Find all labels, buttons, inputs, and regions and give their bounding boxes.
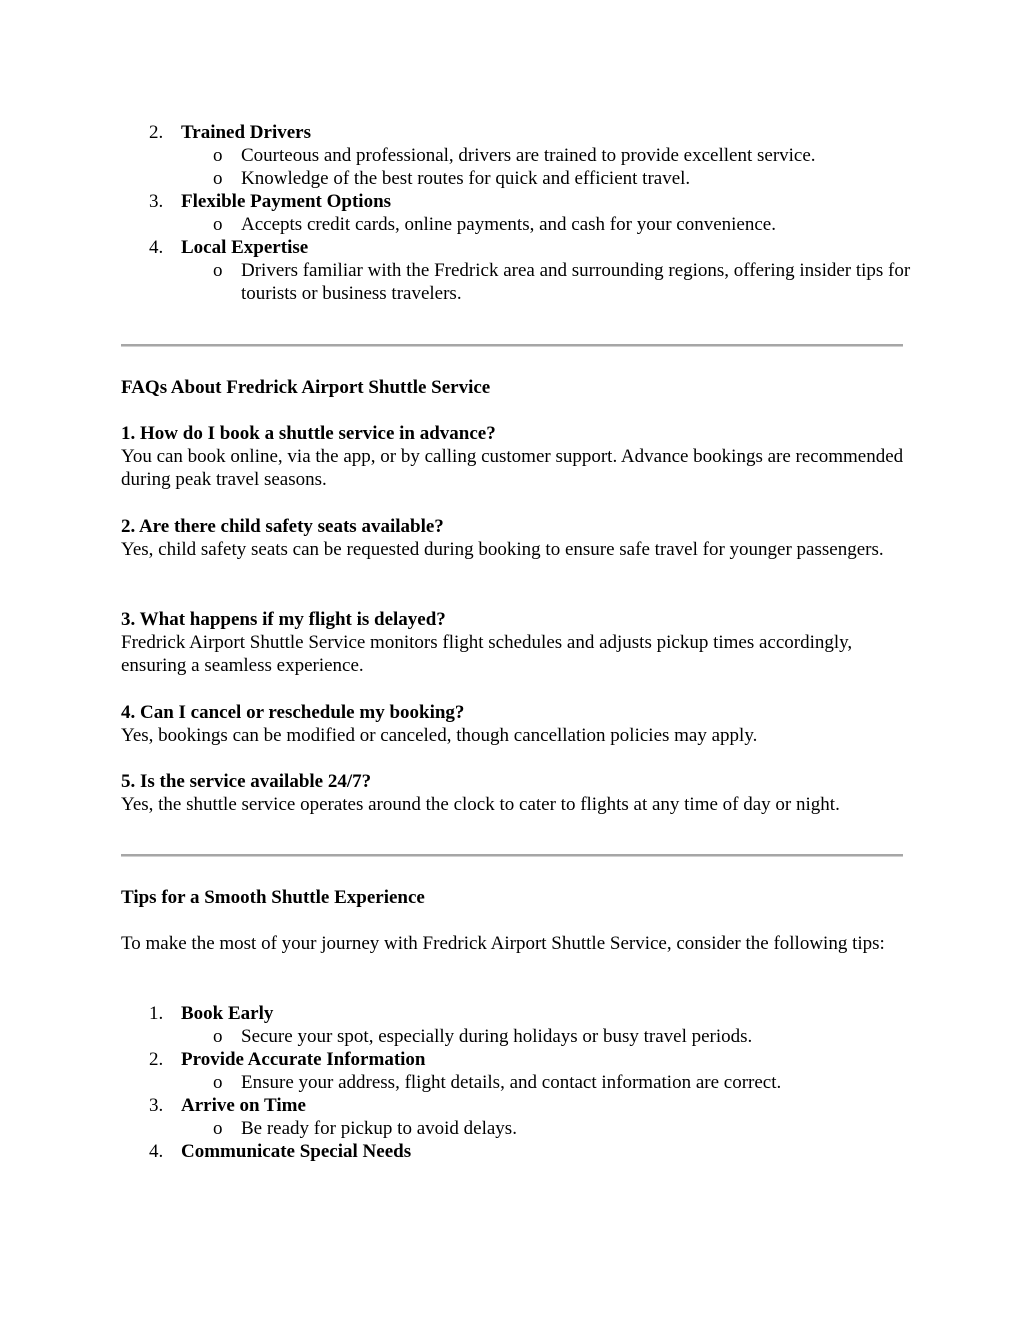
faq-item (121, 770, 911, 816)
bullet-glyph: o (213, 145, 223, 166)
faq-answer: Yes, child safety seats can be requested during booking to ensure safe travel for younger passengers. (121, 539, 884, 560)
list-number: 2. (149, 1049, 164, 1070)
list-item (121, 1048, 911, 1071)
list-item (121, 236, 911, 259)
list-item-title: Trained Drivers (181, 122, 311, 143)
list-item (121, 1002, 911, 1025)
faq-question: 3. What happens if my flight is delayed? (121, 609, 446, 630)
faq-answer: Yes, the shuttle service operates around the clock to cater to flights at any time of day or night. (121, 794, 840, 815)
bullet-glyph: o (213, 214, 223, 235)
faq-item (121, 608, 911, 677)
sub-item (121, 213, 911, 236)
list-item-title: Book Early (181, 1003, 274, 1024)
list-item-title: Local Expertise (181, 237, 309, 258)
features-list (121, 121, 911, 305)
list-item (121, 121, 911, 144)
list-item (121, 190, 911, 213)
sub-item (121, 1117, 911, 1140)
sub-item (121, 144, 911, 167)
list-item-title: Flexible Payment Options (181, 191, 392, 212)
bullet-glyph: o (213, 1118, 223, 1139)
sub-item-text: Knowledge of the best routes for quick and efficient travel. (241, 168, 691, 189)
faq-answer: Fredrick Airport Shuttle Service monitors flight schedules and adjusts pickup times accordingly, ensuring a seamless experience. (121, 632, 853, 676)
faq-answer: Yes, bookings can be modified or canceled, though cancellation policies may apply. (121, 725, 758, 746)
faq-question: 1. How do I book a shuttle service in advance? (121, 423, 496, 444)
list-item-title: Arrive on Time (181, 1095, 306, 1116)
faq-item (121, 701, 911, 747)
sub-item-text: Drivers familiar with the Fredrick area and surrounding regions, offering insider tips for tourists or business travelers. (241, 260, 911, 304)
faq-question: 5. Is the service available 24/7? (121, 771, 372, 792)
list-item (121, 1140, 911, 1163)
tips-intro-text: To make the most of your journey with Fredrick Airport Shuttle Service, consider the following tips: (121, 933, 885, 954)
bullet-glyph: o (213, 168, 223, 189)
bullet-glyph: o (213, 1072, 223, 1093)
faq-question: 4. Can I cancel or reschedule my booking? (121, 702, 465, 723)
bullet-glyph: o (213, 1026, 223, 1047)
list-number: 1. (149, 1003, 164, 1024)
tips-list (121, 1002, 911, 1163)
list-item-title: Communicate Special Needs (181, 1141, 412, 1162)
horizontal-divider (121, 344, 903, 347)
faq-answer: You can book online, via the app, or by calling customer support. Advance bookings are recommended during peak travel seasons. (121, 446, 904, 490)
tips-heading: Tips for a Smooth Shuttle Experience (121, 887, 425, 908)
faq-question: 2. Are there child safety seats available? (121, 516, 444, 537)
list-number: 4. (149, 1141, 164, 1162)
list-number: 2. (149, 122, 164, 143)
list-number: 3. (149, 191, 164, 212)
sub-item (121, 167, 911, 190)
list-number: 4. (149, 237, 164, 258)
sub-item (121, 259, 951, 305)
list-item (121, 1094, 911, 1117)
sub-item (121, 1025, 911, 1048)
bullet-glyph: o (213, 260, 223, 281)
faq-item (121, 422, 911, 491)
sub-item (121, 1071, 911, 1094)
horizontal-divider (121, 854, 903, 857)
faq-item (121, 515, 911, 561)
faq-heading: FAQs About Fredrick Airport Shuttle Service (121, 377, 491, 398)
list-number: 3. (149, 1095, 164, 1116)
sub-item-text: Accepts credit cards, online payments, and cash for your convenience. (241, 214, 776, 235)
tips-intro (121, 932, 911, 955)
sub-item-text: Courteous and professional, drivers are trained to provide excellent service. (241, 145, 816, 166)
sub-item-text: Be ready for pickup to avoid delays. (241, 1118, 517, 1139)
sub-item-text: Secure your spot, especially during holidays or busy travel periods. (241, 1026, 753, 1047)
list-item-title: Provide Accurate Information (181, 1049, 426, 1070)
sub-item-text: Ensure your address, flight details, and contact information are correct. (241, 1072, 782, 1093)
